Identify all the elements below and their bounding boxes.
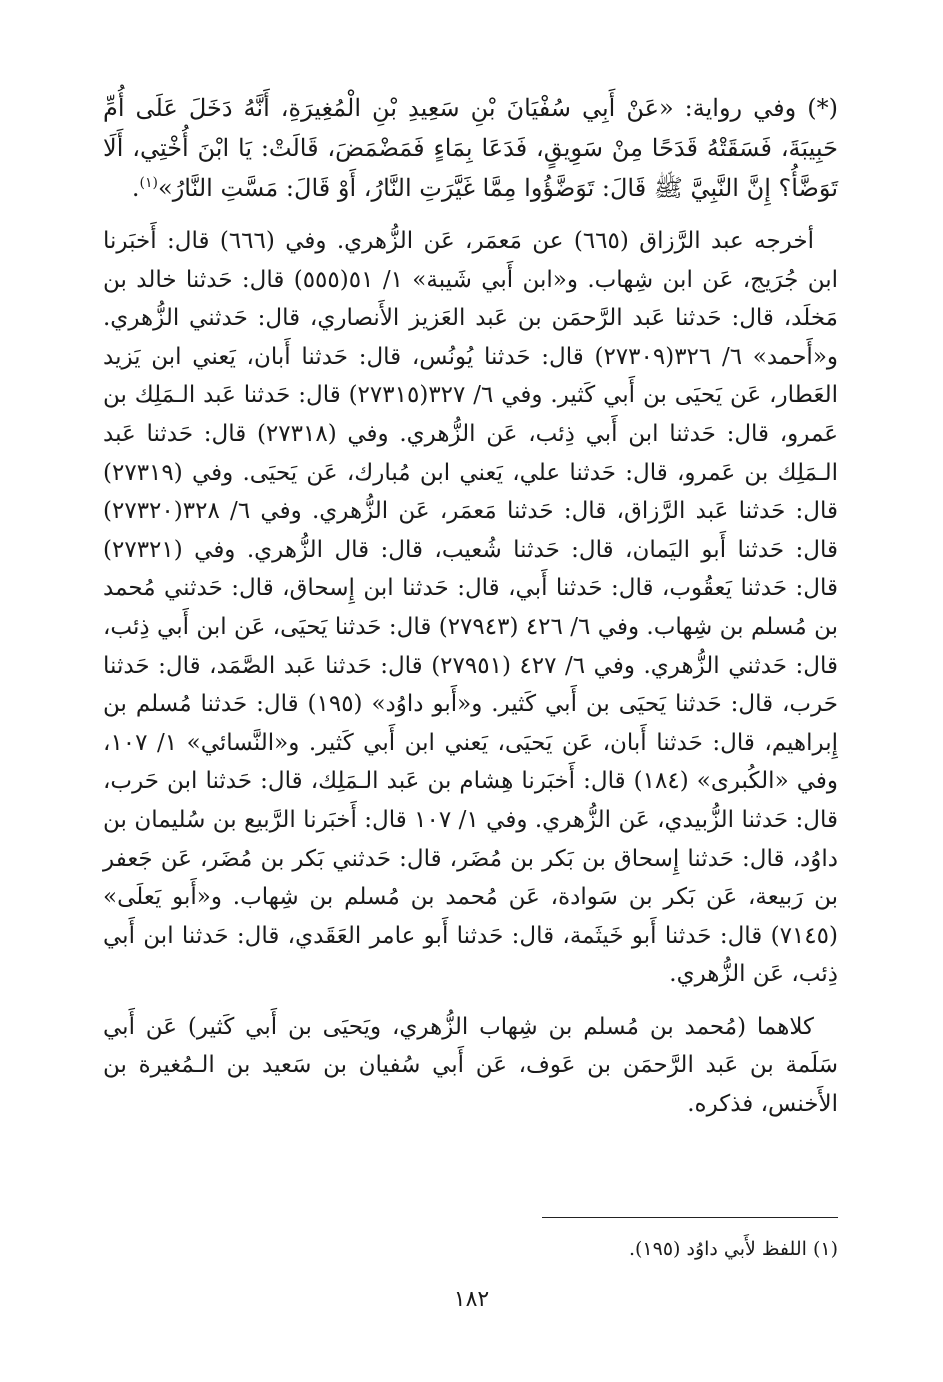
- takhrij-paragraph: أخرجه عبد الرَّزاق (٦٦٥) عن مَعمَر، عَن الزُّهري. وفي (٦٦٦) قال: أَخبَرنا ابن جُرَيج، عَن ابن شِهاب. و«ابن أَبي شَيبة» ١/ ٥١(٥٥٥) قال: حَدثنا خالد بن مَخلَد، قال: حَدثنا عَبد الرَّحمَن بن عَبد العَزيز الأَنصاري، قال: حَدثني الزُّهري. و«أَحمد» ٦/ ٣٢٦(٢٧٣٠٩) قال: حَدثنا يُونُس، قال: حَدثنا أَبان، يَعني ابن يَزيد العَطار، عَن يَحيَى بن أَبي كَثير. وفي ٦/ ٣٢٧(٢٧٣١٥) قال: حَدثنا عَبد الـمَلِك بن عَمرو، قال: حَدثنا ابن أَبي ذِئب، عَن الزُّهري. وفي (٢٧٣١٨) قال: حَدثنا عَبد الـمَلِك بن عَمرو، قال: حَدثنا علي، يَعني ابن مُبارك، عَن يَحيَى. وفي (٢٧٣١٩) قال: حَدثنا عَبد الرَّزاق، قال: حَدثنا مَعمَر، عَن الزُّهري. وفي ٦/ ٣٢٨(٢٧٣٢٠) قال: حَدثنا أَبو اليَمان، قال: حَدثنا شُعيب، قال: قال الزُّهري. وفي (٢٧٣٢١) قال: حَدثنا يَعقُوب، قال: حَدثنا أَبي، قال: حَدثنا ابن إِسحاق، قال: حَدثني مُحمد بن مُسلم بن شِهاب. وفي ٦/ ٤٢٦ (٢٧٩٤٣) قال: حَدثنا يَحيَى، عَن ابن أَبي ذِئب، قال: حَدثني الزُّهري. وفي ٦/ ٤٢٧ (٢٧٩٥١) قال: حَدثنا عَبد الصَّمَد، قال: حَدثنا حَرب، قال: حَدثنا يَحيَى بن أَبي كَثير. و«أَبو داوُد» (١٩٥) قال: حَدثنا مُسلم بن إِبراهيم، قال: حَدثنا أَبان، عَن يَحيَى، يَعني ابن أَبي كَثير. و«النَّسائي» ١/ ١٠٧، وفي «الكُبرى» (١٨٤) قال: أَخبَرنا هِشام بن عَبد الـمَلِك، قال: حَدثنا ابن حَرب، قال: حَدثنا الزُّبيدي، عَن الزُّهري. وفي ١/ ١٠٧ قال: أَخبَرنا الرَّبيع بن سُليمان بن داوُد، قال: حَدثنا إِسحاق بن بَكر بن مُضَر، قال: حَدثني بَكر بن مُضَر، عَن جَعفر بن رَبيعة، عَن بَكر بن سَوادة، عَن مُحمد بن مُسلم بن شِهاب. و«أَبو يَعلَى» (٧١٤٥) قال: حَدثنا أَبو خَيثَمة، قال: حَدثنا أَبو عامر العَقَدي، قال: حَدثنا ابن أَبي ذِئب، عَن الزُّهري.: [103, 228, 838, 988]
- footnote-reference: (١): [139, 175, 159, 191]
- hadith-text: (*) وفي رواية: «عَنْ أَبِي سُفْيَانَ بْنِ سَعِيدِ بْنِ الْمُغِيرَةِ، أَنَّهُ دَخَلَ عَلَى أُمِّ حَبِيبَةَ، فَسَقَتْهُ قَدَحًا مِنْ سَوِيقٍ، فَدَعَا بِمَاءٍ فَمَضْمَضَ، قَالَتْ: يَا ابْنَ أُخْتِي، أَلَا تَوَضَّأُ؟ إِنَّ النَّبِيَّ ﷺ قَالَ: تَوَضَّؤُوا مِمَّا غَيَّرَتِ النَّارُ، أَوْ قَالَ: مَسَّتِ النَّارُ»: [103, 94, 838, 202]
- hadith-paragraph: (*) وفي رواية: «عَنْ أَبِي سُفْيَانَ بْنِ سَعِيدِ بْنِ الْمُغِيرَةِ، أَنَّهُ دَخَلَ عَلَى أُمِّ حَبِيبَةَ، فَسَقَتْهُ قَدَحًا مِنْ سَوِيقٍ، فَدَعَا بِمَاءٍ فَمَضْمَضَ، قَالَتْ: يَا ابْنَ أُخْتِي، أَلَا تَوَضَّأُ؟ إِنَّ النَّبِيَّ ﷺ قَالَ: تَوَضَّؤُوا مِمَّا غَيَّرَتِ النَّارُ، أَوْ قَالَ: مَسَّتِ النَّارُ»$^{(١)}$.: [103, 94, 838, 202]
- footnote-divider: [542, 1217, 838, 1218]
- summary-paragraph: كلاهما (مُحمد بن مُسلم بن شِهاب الزُّهري، ويَحيَى بن أَبي كَثير) عَن أَبي سَلَمة بن عَبد الرَّحمَن بن عَوف، عَن أَبي سُفيان بن سَعيد بن الـمُغيرة بن الأَخنس، فذكره.: [103, 1013, 838, 1117]
- page-number: ١٨٢: [453, 1287, 490, 1312]
- footnote: (١) اللفظ لأَبي داوُد (١٩٥).: [628, 1238, 838, 1260]
